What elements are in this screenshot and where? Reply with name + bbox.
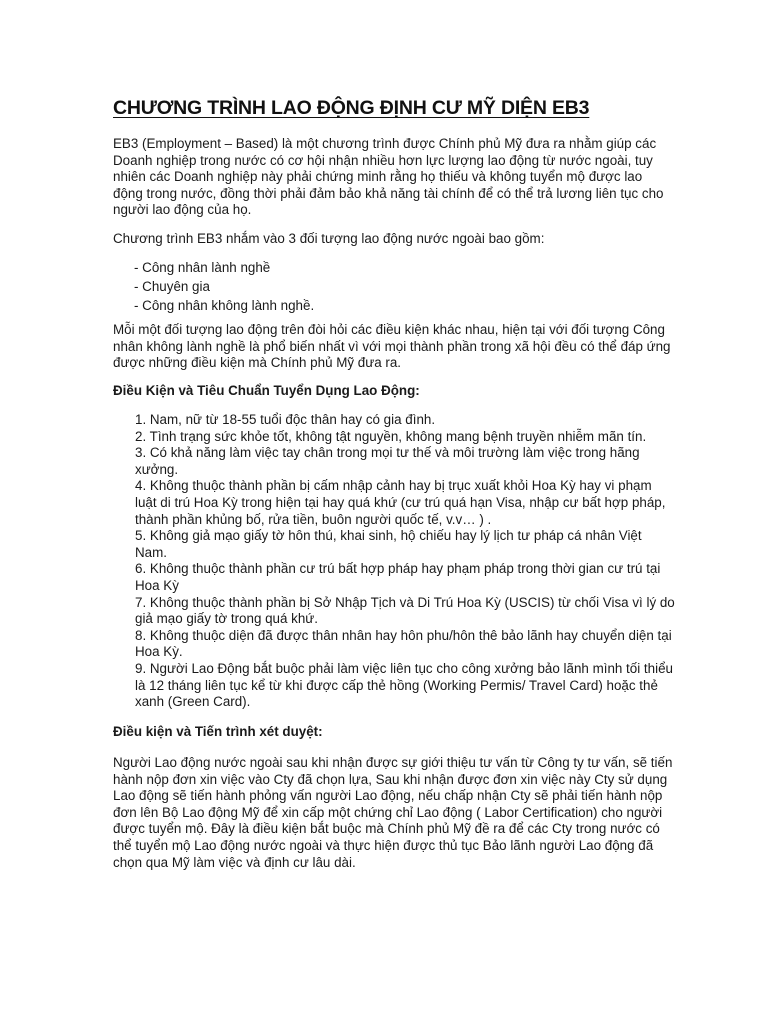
list-item: - Công nhân không lành nghề.: [134, 298, 315, 313]
list-item: 2. Tình trạng sức khỏe tốt, không tật nguyền, không mang bệnh truyền nhiễm mãn tín.: [135, 428, 647, 444]
requirements-list: [135, 412, 675, 711]
list-item: - Chuyên gia: [134, 279, 210, 294]
requirements-heading: Điều Kiện và Tiêu Chuẩn Tuyển Dụng Lao Động:: [113, 383, 420, 398]
intro-paragraph: EB3 (Employment – Based) là một chương trình được Chính phủ Mỹ đưa ra nhằm giúp các Doanh nghiệp trong nước có cơ hội nhận nhiều hơn lực lượng lao động từ nước ngoài, tuy nhiên các Doanh nghiệp này phải chứng minh rằng họ thiếu và không tuyển mộ được lao động trong nước, đồng thời phải đảm bảo khả năng tài chính để có thể trả lương liên tục cho người lao động của họ.: [113, 136, 664, 218]
list-item: 9. Người Lao Động bắt buộc phải làm việc liên tục cho công xưởng bảo lãnh mình tối thiểu là 12 tháng liên tục kể từ khi được cấp thẻ hồng (Working Permis/ Travel Card) hoặc thẻ xanh (Green Card).: [135, 660, 673, 710]
document-title: CHƯƠNG TRÌNH LAO ĐỘNG ĐỊNH CƯ MỸ DIỆN EB3: [113, 97, 590, 119]
list-item: 3. Có khả năng làm việc tay chân trong mọi tư thế và môi trường làm việc trong hãng xưởng.: [135, 445, 640, 477]
process-paragraph: Người Lao động nước ngoài sau khi nhận được sự giới thiệu tư vấn từ Công ty tư vấn, sẽ tiến hành nộp đơn xin việc vào Cty đã chọn lựa, Sau khi nhận được đơn xin việc này Cty sử dụng Lao động sẽ tiến hành phỏng vấn người Lao động, nếu chấp nhận Cty sẽ phải tiến hành nộp đơn lên Bộ Lao động Mỹ để xin cấp một chứng chỉ Lao động ( Labor Certification) cho người được tuyển mộ. Đây là điều kiện bắt buộc mà Chính phủ Mỹ đề ra để các Cty trong nước có thể tuyển mộ Lao động nước ngoài và thực hiện được thủ tục Bảo lãnh người Lao động đã chọn qua Mỹ làm việc và định cư lâu dài.: [113, 755, 673, 870]
groups-note-paragraph: Mỗi một đối tượng lao động trên đòi hỏi các điều kiện khác nhau, hiện tại với đối tượng Công nhân không lành nghề là phổ biến nhất vì với mọi thành phần trong xã hội đều có thể đáp ứng được những điều kiện mà Chính phủ Mỹ đưa ra.: [113, 322, 671, 371]
list-item: 4. Không thuộc thành phần bị cấm nhập cảnh hay bị trục xuất khỏi Hoa Kỳ hay vi phạm luật di trú Hoa Kỳ trong hiện tại hay quá khứ (cư trú quá hạn Visa, nhập cư bất hợp pháp, thành phần khủng bố, rửa tiền, buôn người quốc tế, v.v… ) .: [135, 478, 666, 527]
list-item: 6. Không thuộc thành phần cư trú bất hợp pháp hay phạm pháp trong thời gian cư trú tại Hoa Kỳ: [135, 561, 661, 593]
process-heading: Điều kiện và Tiến trình xét duyệt:: [113, 724, 323, 739]
target-intro: Chương trình EB3 nhắm vào 3 đối tượng lao động nước ngoài bao gồm:: [113, 231, 545, 246]
list-item: 1. Nam, nữ từ 18-55 tuổi độc thân hay có gia đình.: [135, 412, 436, 427]
list-item: 7. Không thuộc thành phần bị Sở Nhập Tịch và Di Trú Hoa Kỳ (USCIS) từ chối Visa vì lý do giả mạo giấy tờ trong quá khứ.: [135, 594, 675, 627]
list-item: 5. Không giả mạo giấy tờ hôn thú, khai sinh, hộ chiếu hay lý lịch tư pháp cá nhân Việt Nam.: [135, 528, 642, 560]
list-item: 8. Không thuộc diện đã được thân nhân hay hôn phu/hôn thê bảo lãnh hay chuyển diện tại Hoa Kỳ.: [135, 627, 672, 660]
list-item: - Công nhân lành nghề: [134, 260, 271, 275]
target-groups-list: [134, 258, 314, 315]
